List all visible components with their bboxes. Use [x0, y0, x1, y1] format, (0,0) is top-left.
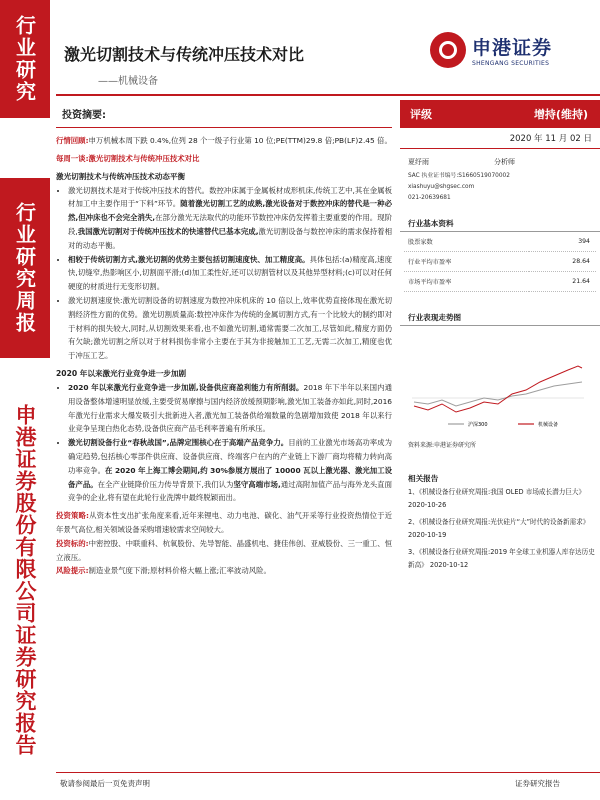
related-report-item[interactable]: 1、《机械设备行业研究周报:我国 OLED 市场成长潜力巨大》 2020-10-26	[408, 488, 586, 509]
list-item: • 激光切割技术是对于传统冲压技术的替代。数控冲床属于金属板材成形机床,传统工艺中,其在金属板材加工中主要作用于“下料”环节。随着激光切割工艺的成熟,激光设备对于数控冲床的替代是一种必然,但冲床也不会完全消失,在部分激光无法取代的功能环节数控冲床仍发挥着主要重要的作用。现阶段,我国激光切割对于传统冲压技术的快速替代已基本完成,激光切割设备与数控冲床的需求保持着相对的动态平衡。	[68, 184, 392, 253]
logo-cn-text: 申港证券	[472, 37, 553, 59]
list-item: • 相较于传统切割方式,激光切割的优势主要包括切割速度快、加工精度高。具体包括:(a)精度高,速度快,切缝窄,热影响区小,切割面平滑;(d)加工柔性好,还可以切割管材以及其他异型材料;(c)可以对任何硬度的材质进行无变形切割。	[68, 253, 392, 294]
list-item: • 激光切割速度快:激光切割设备的切割速度为数控冲床机床的 10 倍以上,效率优势直接体现在激光切割经济性方面的优势。激光切割质量高:数控冲床作为传统的金属切割方式,有一个比较大的制约即对于材料的损失较大,同时,从切割效果来看,也不如激光切割,通常需要二次加工,尽管如此,精度方面仍有欠缺;激光切割之所以对于材料损伤非常小主要在于其为非接触加工工艺,无需二次加工,精度也优于冲压工艺。	[68, 294, 392, 363]
footer-divider	[56, 772, 600, 773]
report-date: 2020 年 11 月 02 日	[400, 128, 600, 149]
legend-series-1: 沪深300	[468, 422, 488, 428]
rating-bar	[400, 100, 600, 128]
section1-list	[56, 184, 392, 363]
table-row: 市场平均市盈率 21.64	[404, 272, 596, 292]
section2-list	[56, 381, 392, 505]
logo-en-text: SHENGANG SECURITIES	[472, 60, 550, 67]
section-heading-1: 激光切割技术与传统冲压技术动态平衡	[56, 171, 186, 181]
footer-report-type: 证券研究报告	[515, 779, 560, 788]
weekly-topic: 每周一谈:激光切割技术与传统冲压技术对比	[56, 153, 200, 163]
main-content	[56, 100, 392, 578]
investment-targets: 投资标的:中密控股、中联重科、杭氧股份、先导智能、晶盛机电、捷佳伟创、亚威股份、三一重工、恒立液压。	[56, 538, 392, 562]
chart-source: 资料来源:申港证券研究所	[408, 442, 477, 449]
series-line-machinery	[414, 366, 582, 412]
sidebar	[0, 0, 50, 800]
rating-label: 评级	[410, 108, 432, 121]
analyst-role: 分析师	[494, 158, 515, 166]
related-report-item[interactable]: 2、《机械设备行业研究周报:光伏硅片“大”时代的设备新需求》 2020-10-19	[408, 518, 590, 539]
analyst-email[interactable]: xiashuyu@shgsec.com	[408, 184, 475, 190]
header-divider	[56, 94, 600, 96]
stats-table	[404, 232, 596, 292]
performance-chart	[408, 332, 588, 432]
summary-heading: 投资摘要:	[56, 100, 392, 128]
right-column	[400, 100, 600, 576]
report-subtitle: ——机械设备	[98, 76, 158, 87]
logo-mark-icon	[430, 32, 466, 68]
footer-disclaimer: 敬请参阅最后一页免责声明	[60, 779, 150, 788]
rating-value: 增持(维持)	[533, 108, 588, 121]
analyst-sac: SAC 执业证书编号:S1660519070002	[408, 173, 510, 179]
market-review: 行情回顾:申万机械本周下跌 0.4%,位列 28 个一级子行业第 10 位;PE(TTM)29.8 倍;PB(LF)2.45 倍。	[56, 136, 392, 145]
sidebar-category: 行业研究	[0, 0, 50, 118]
related-report-item[interactable]: 3、《机械设备行业研究周报:2019 年全球工业机器人库存达历史新高》 2020-10-12	[408, 548, 595, 569]
analyst-row	[400, 157, 600, 167]
sidebar-report-type: 行业研究周报	[0, 178, 50, 358]
legend-series-2: 机械设备	[538, 422, 559, 428]
report-title: 激光切割技术与传统冲压技术对比	[64, 45, 305, 64]
risk-warning: 风险提示:制造业景气度下滑;原材料价格大幅上涨;汇率波动风险。	[56, 566, 271, 576]
analyst-name: 夏纾雨	[408, 158, 429, 166]
related-list	[400, 486, 600, 572]
stats-heading: 行业基本资料	[400, 218, 600, 232]
investment-advice: 投资策略:从资本性支出扩张角度来看,近年来锂电、动力电池、碳化、油气开采等行业投资热情位于近年景气高位,相关领域设备采购增速较需求空间较大。	[56, 511, 392, 534]
related-heading: 相关报告	[408, 474, 439, 483]
chart-heading: 行业表现走势图	[400, 312, 600, 326]
company-logo	[430, 32, 552, 68]
series-line-hs300	[414, 382, 582, 406]
sidebar-company: 申港证券股份有限公司证券研究报告	[0, 380, 50, 780]
table-row: 股票家数 394	[404, 232, 596, 252]
analyst-phone: 021-20639681	[408, 195, 451, 201]
table-row: 行业平均市盈率 28.64	[404, 252, 596, 272]
list-item: • 激光切割设备行业“春秋战国”,品牌定围核心在于高端产品竞争力。目前的工业激光市场高功率成为确定趋势,包括核心零部件供应商、设备供应商、终端客户在内的产业链上下游厂商均将精力转向高功率竞争。在 2020 年上海工博会期间,约 30%参展方展出了 10000 瓦以上激光器、激光加工设备产品。在全产业链降价压力传导背景下,我们认为坚守高端市场,通过高附加值产品与海外龙头直面竞争的企业,将有望在此轮行业洗牌中最终脱颖而出。	[68, 436, 392, 505]
list-item: • 2020 年以来激光行业竞争进一步加剧,设备供应商盈利能力有所削弱。2018 年下半年以来国内通用设备整体增速明显放缓,主要受贸易摩擦与国内经济放缓预期影响,激光加工装备亦如此,同时,2016 年激光行业需求大爆发吸引大批新进入者,激光加工装备供给端数量的急剧增加致使 2018 年以来行业竞争呈现白热化态势,设备供应商产品毛利率普遍有所承压。	[68, 381, 392, 436]
section-heading-2: 2020 年以来激光行业竞争进一步加剧	[56, 368, 187, 378]
